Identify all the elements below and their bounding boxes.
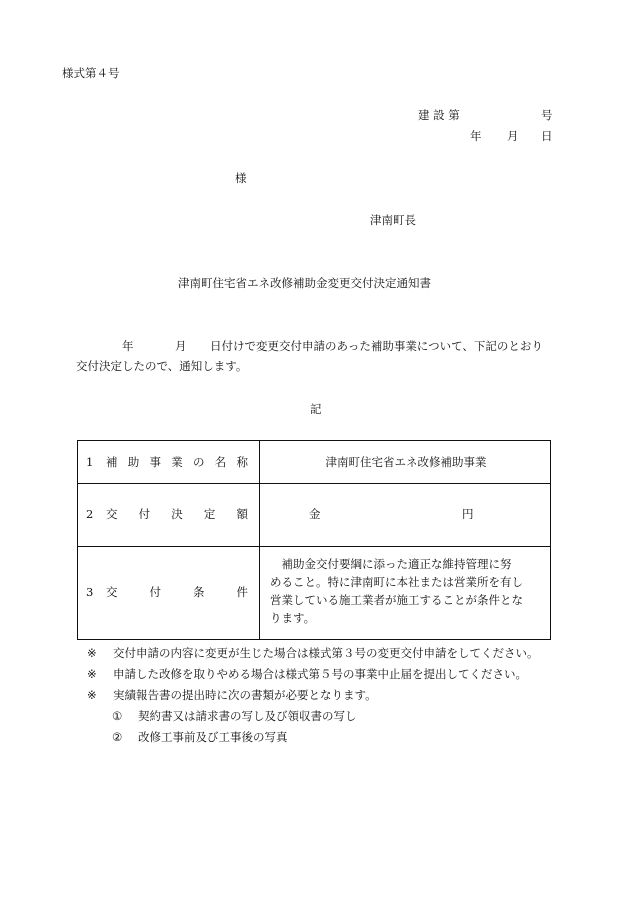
- conditions-text: [270, 555, 542, 627]
- required-document-item: [112, 711, 357, 723]
- item-text: 契約書又は請求書の写し及び領収書の写し: [138, 709, 357, 723]
- amount-suffix: 円: [462, 507, 474, 521]
- body-line-1: 日付けで変更交付申請のあった補助事業について、下記のとおり: [210, 339, 543, 353]
- note-mark: ※: [87, 646, 97, 660]
- note-item: [87, 669, 527, 681]
- project-name-value: 津南町住宅省エネ改修補助事業: [325, 455, 487, 469]
- label-char: 交: [106, 585, 118, 599]
- conditions-line: めること。特に津南町に本社または営業所を有し: [270, 575, 523, 589]
- note-text: 実績報告書の提出時に次の書類が必要となります。: [113, 688, 377, 702]
- conditions-line: 補助金交付要綱に添った適正な維持管理に努: [270, 557, 512, 571]
- note-mark: ※: [87, 667, 97, 681]
- conditions-line: 営業している施工業者が施工することが条件とな: [270, 593, 523, 607]
- label-char: 定: [203, 507, 216, 521]
- label-char: 業: [171, 455, 183, 469]
- label-char: 決: [171, 507, 183, 521]
- row-number: 2: [86, 507, 94, 521]
- amount-prefix: 金: [309, 507, 321, 521]
- table-row-grant-conditions: [78, 547, 550, 639]
- item-text: 改修工事前及び工事後の写真: [138, 730, 288, 744]
- label-char: 付: [138, 507, 151, 521]
- details-table: [77, 440, 551, 640]
- note-mark: ※: [87, 688, 97, 702]
- reference-number-suffix: 号: [541, 108, 553, 122]
- sender-name: 津南町長: [370, 213, 416, 227]
- date-month: 月: [507, 129, 519, 143]
- conditions-line: ります。: [270, 611, 316, 625]
- item-number: ①: [112, 709, 123, 723]
- note-item: [87, 690, 377, 702]
- label-char: 条: [193, 585, 205, 599]
- body-year: 年: [122, 339, 134, 353]
- table-row-project-name: [78, 441, 550, 484]
- note-text: 交付申請の内容に変更が生じた場合は様式第３号の変更交付申請をしてください。: [113, 646, 539, 660]
- label-char: 額: [236, 507, 248, 521]
- reference-number-label: 建 設 第: [418, 108, 460, 122]
- row-number: 3: [86, 585, 94, 599]
- label-char: の: [193, 455, 205, 469]
- note-text: 申請した改修を取りやめる場合は様式第５号の事業中止届を提出してください。: [113, 667, 527, 681]
- note-item: [87, 648, 539, 660]
- body-month: 月: [175, 339, 187, 353]
- label-char: 交: [106, 507, 118, 521]
- document-title: 津南町住宅省エネ改修補助金変更交付決定通知書: [178, 276, 431, 290]
- row-number: 1: [86, 455, 94, 469]
- label-char: 称: [236, 455, 248, 469]
- recipient-honorific: 様: [235, 171, 247, 185]
- label-char: 補: [106, 455, 118, 469]
- label-char: 名: [214, 455, 227, 469]
- label-char: 助: [127, 455, 140, 469]
- form-number: 様式第４号: [62, 66, 120, 80]
- ki-heading: 記: [310, 402, 322, 416]
- label-char: 件: [236, 585, 248, 599]
- row-label: [106, 587, 248, 599]
- date-day: 日: [541, 129, 553, 143]
- required-document-item: [112, 732, 288, 744]
- row-label: [106, 509, 248, 521]
- label-char: 付: [149, 585, 161, 599]
- label-char: 事: [149, 455, 161, 469]
- row-label: [106, 457, 248, 469]
- table-row-grant-amount: [78, 484, 550, 547]
- item-number: ②: [112, 730, 123, 744]
- date-year: 年: [470, 129, 482, 143]
- body-line-2: 交付決定したので、通知します。: [76, 359, 248, 373]
